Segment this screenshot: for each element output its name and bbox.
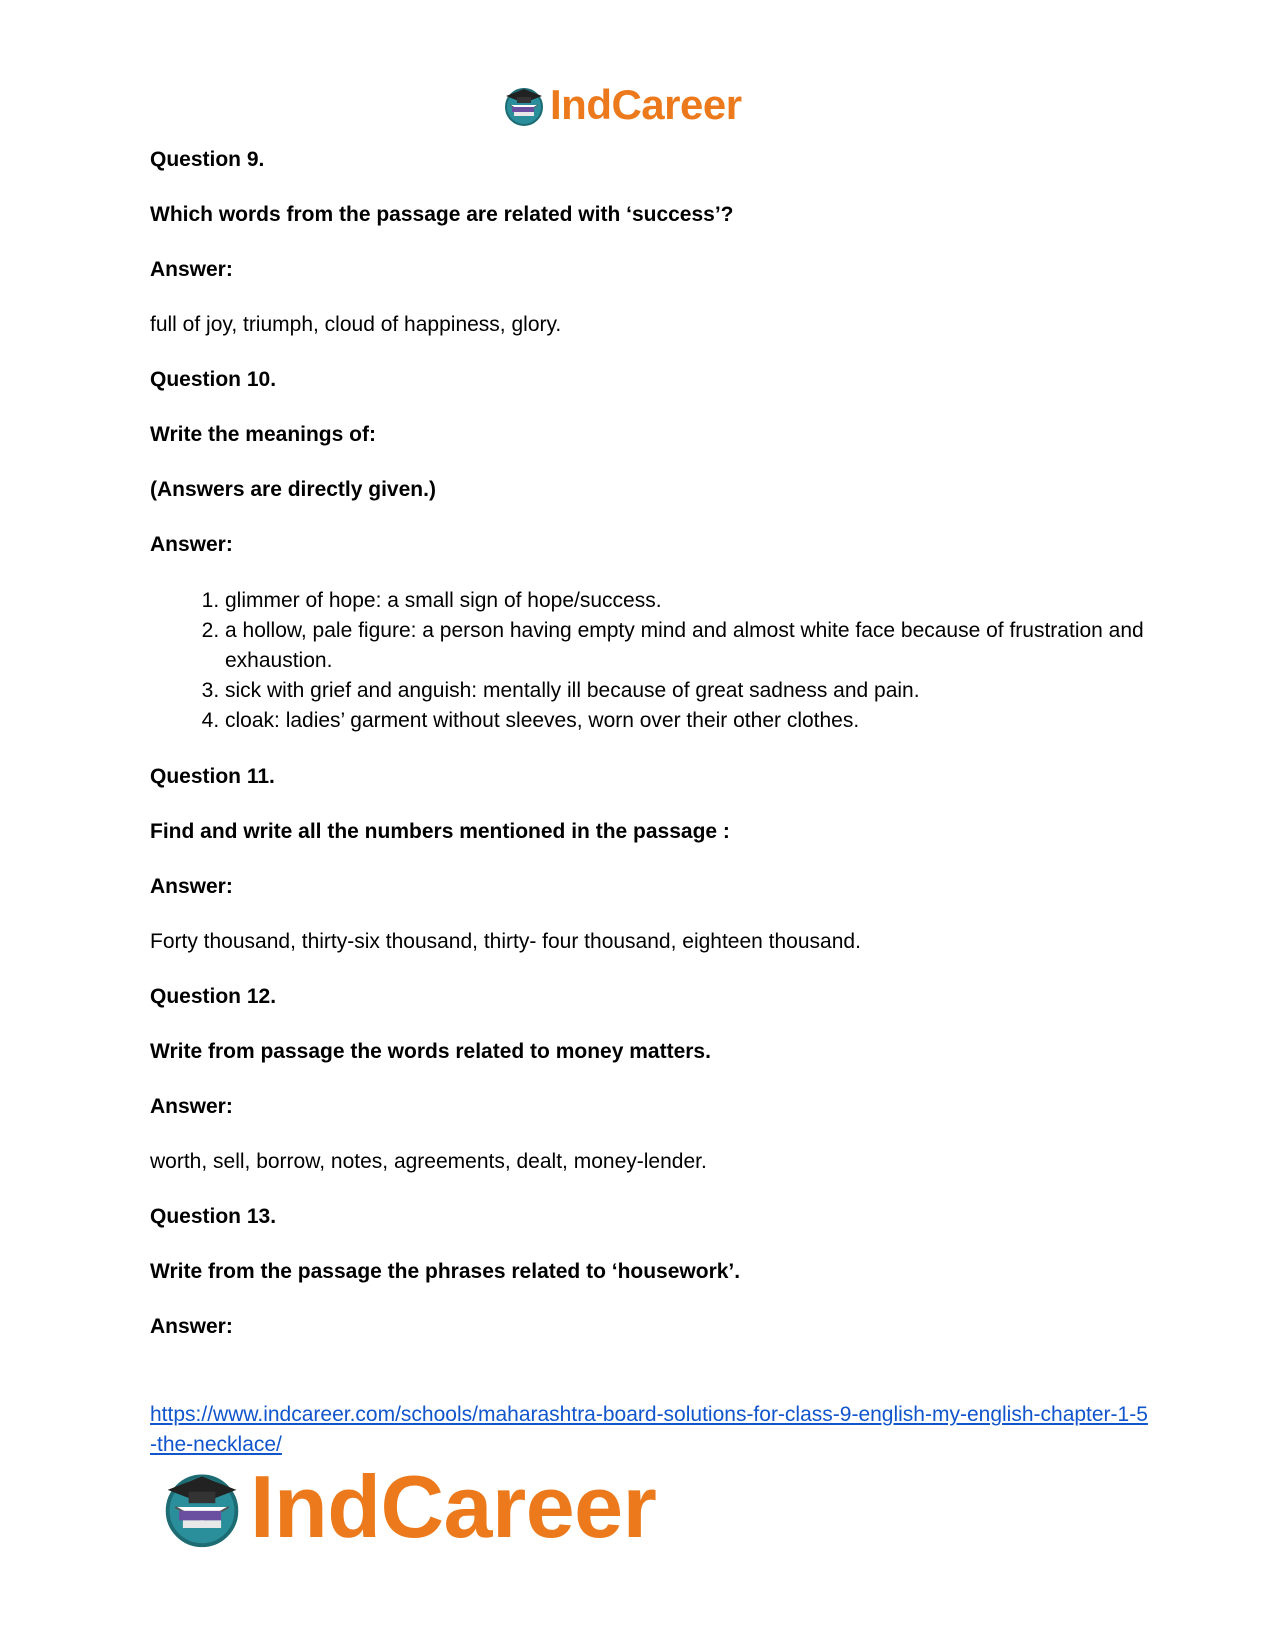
answer-text: Forty thousand, thirty-six thousand, thirty- four thousand, eighteen thousand. — [150, 930, 861, 953]
list-item: 4. cloak: ladies’ garment without sleeves, worn over their other clothes. — [225, 706, 1150, 736]
question-prompt: Write the meanings of: — [150, 423, 376, 446]
answer-label: Answer: — [150, 258, 233, 281]
graduation-globe-icon — [160, 1465, 244, 1549]
source-link[interactable]: https://www.indcareer.com/schools/maharashtra-board-solutions-for-class-9-english-my-english-chapter-1-5-the-necklace/ — [150, 1403, 1148, 1456]
answer-list — [150, 586, 1150, 736]
list-item: 3. sick with grief and anguish: mentally ill because of great sadness and pain. — [225, 676, 1150, 706]
question-number: Question 10. — [150, 368, 277, 391]
answer-label: Answer: — [150, 1095, 233, 1118]
list-item: 2. a hollow, pale figure: a person having empty mind and almost white face because of frustration and exhaustion. — [225, 616, 1150, 676]
answer-label: Answer: — [150, 1315, 233, 1338]
question-number: Question 12. — [150, 985, 277, 1008]
question-prompt: Find and write all the numbers mentioned in the passage : — [150, 820, 730, 843]
question-number: Question 13. — [150, 1205, 277, 1228]
question-prompt: (Answers are directly given.) — [150, 478, 436, 501]
graduation-globe-icon — [502, 83, 546, 127]
brand-name: IndCareer — [550, 81, 742, 128]
answer-text: full of joy, triumph, cloud of happiness, glory. — [150, 313, 562, 336]
question-prompt: Which words from the passage are related with ‘success’? — [150, 203, 734, 226]
answer-text: worth, sell, borrow, notes, agreements, dealt, money-lender. — [150, 1150, 707, 1173]
question-prompt: Write from passage the words related to money matters. — [150, 1040, 711, 1063]
header-logo — [502, 80, 742, 130]
brand-name: IndCareer — [250, 1457, 657, 1556]
footer-logo — [160, 1457, 657, 1556]
question-number: Question 9. — [150, 148, 265, 171]
document-body — [150, 146, 1150, 1368]
question-number: Question 11. — [150, 765, 275, 788]
list-item: 1. glimmer of hope: a small sign of hope/success. — [225, 586, 1150, 616]
question-prompt: Write from the passage the phrases related to ‘housework’. — [150, 1260, 741, 1283]
answer-label: Answer: — [150, 875, 233, 898]
answer-label: Answer: — [150, 533, 233, 556]
